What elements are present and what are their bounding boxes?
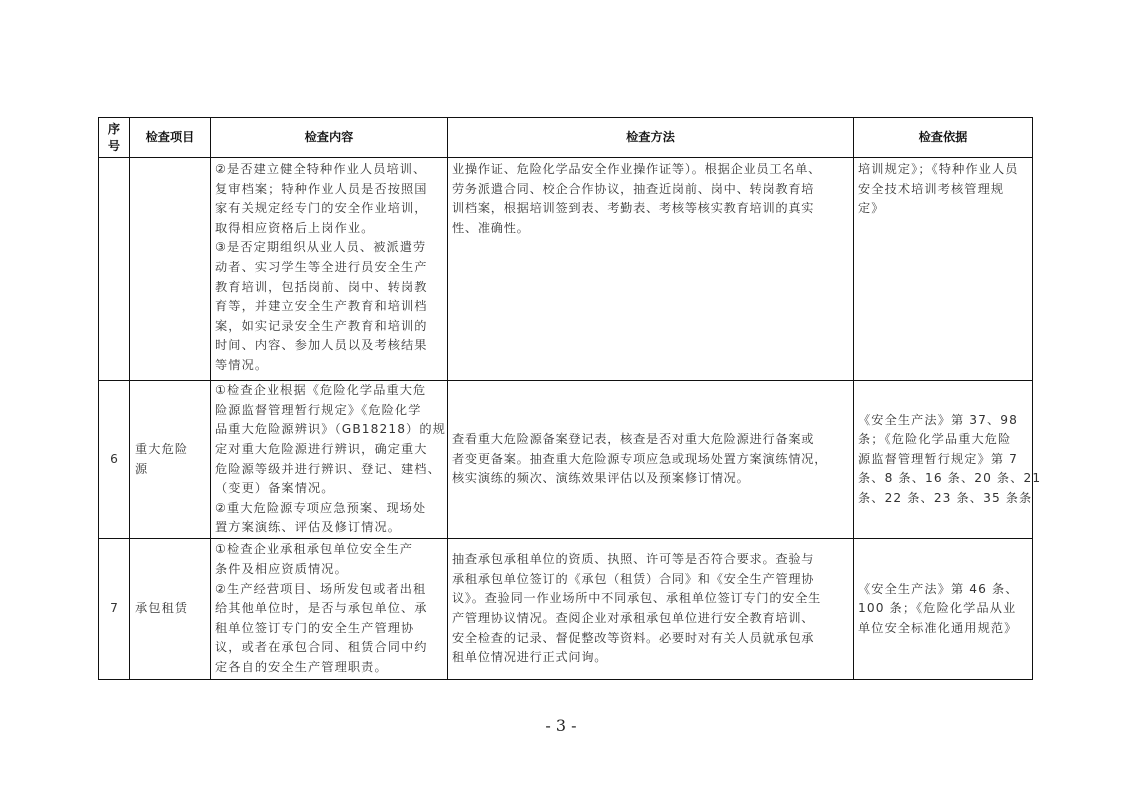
row-method-line: 训档案，根据培训签到表、考勤表、考核等核实教育培训的真实 (452, 201, 815, 216)
header-seq (99, 118, 130, 158)
row-item-line: 源 (135, 461, 149, 476)
row-basis-line: 《安全生产法》第 37、98 (858, 412, 1018, 427)
row-content-line: ①检查企业承租承包单位安全生产 (215, 542, 414, 557)
row-content-line: ③是否定期组织从业人员、被派遣劳 (215, 240, 427, 255)
header-basis: 检查依据 (854, 118, 1033, 158)
row-method-line: 议》。查验同一作业场所中不同承包、承租单位签订专门的安全生 (452, 591, 822, 606)
row-method (448, 539, 854, 680)
row-content-line: 案，如实记录安全生产教育和培训的 (215, 318, 428, 333)
row-content-line: 定各自的安全生产管理职责。 (215, 659, 388, 674)
row-content-line: 动者、实习学生等全进行员安全生产 (215, 259, 428, 274)
row-basis-line: 条、22 条、23 条、35 条条 (858, 490, 1033, 505)
table-row (99, 381, 1033, 539)
row-content-line: 复审档案；特种作业人员是否按照国 (215, 181, 428, 196)
row-content-line: 家有关规定经专门的安全作业培训， (215, 201, 428, 216)
row-content-line: （变更）备案情况。 (215, 481, 335, 496)
header-method: 检查方法 (448, 118, 854, 158)
inspection-table (98, 117, 1042, 680)
row-item (130, 158, 211, 381)
row-method (448, 158, 854, 381)
row-content-line: 险源监督管理暂行规定》《危险化学 (215, 402, 422, 417)
row-content-line: 给其他单位时，是否与承包单位、承 (215, 601, 428, 616)
page-number: - 3 - (545, 716, 577, 735)
row-item (130, 381, 211, 539)
row-content-line: 时间、内容、参加人员以及考核结果 (215, 338, 428, 353)
row-method-line: 者变更备案。抽查重大危险源专项应急或现场处置方案演练情况， (452, 451, 828, 466)
row-basis-line: 《安全生产法》第 46 条、 (858, 581, 1019, 596)
row-method-line: 承租承包单位签订的《承包（租赁）合同》和《安全生产管理协 (452, 571, 815, 586)
header-seq-line: 号 (107, 138, 121, 153)
row-basis (854, 539, 1033, 680)
row-content-line: 条件及相应资质情况。 (215, 562, 348, 577)
row-content-line: 危险源等级并进行辨识、登记、建档、 (215, 461, 441, 476)
row-basis-line: 100 条；《危险化学品从业 (858, 601, 1017, 616)
row-basis-line: 条；《危险化学品重大危险 (858, 432, 1012, 447)
table-row (99, 158, 1033, 381)
row-content-line: ②是否建立健全特种作业人员培训、 (215, 162, 427, 176)
row-method-line: 核实演练的频次、演练效果评估以及预案修订情况。 (452, 471, 750, 486)
row-method-line: 业操作证、危险化学品安全作业操作证等）。根据企业员工名单、 (452, 162, 822, 176)
row-content-line: 租单位签订专门的安全生产管理协 (215, 620, 415, 635)
row-method (448, 381, 854, 539)
row-seq (99, 158, 130, 381)
row-content-line: ①检查企业根据《危险化学品重大危 (215, 383, 427, 398)
row-content-line: ②生产经营项目、场所发包或者出租 (215, 581, 427, 596)
row-content-line: 育等，并建立安全生产教育和培训档 (215, 299, 428, 314)
row-item (130, 539, 211, 680)
row-content (211, 539, 448, 680)
row-item-line: 重大危险 (135, 441, 189, 456)
row-content-line: 等情况。 (215, 357, 269, 372)
row-content-line: 教育培训，包括岗前、岗中、转岗教 (215, 279, 428, 294)
row-method-line: 劳务派遣合同、校企合作协议，抽查近岗前、岗中、转岗教育培 (452, 181, 815, 196)
row-content-line: 品重大危险源辨识》（GB18218）的规 (215, 422, 446, 437)
row-content-line: 议，或者在承包合同、租赁合同中约 (215, 640, 428, 655)
row-basis-line: 条、8 条、16 条、20 条、21 (858, 471, 1042, 486)
row-basis-line: 源监督管理暂行规定》第 7 (858, 451, 1018, 466)
row-method-line: 产管理协议情况。查阅企业对承租承包单位进行安全教育培训、 (452, 611, 815, 625)
row-basis-line: 定》 (858, 201, 885, 216)
row-basis-line: 安全技术培训考核管理规 (858, 181, 1005, 196)
row-content-line: 定对重大危险源进行辨识，确定重大 (215, 441, 428, 456)
header-item: 检查项目 (130, 118, 211, 158)
row-content-line: 置方案演练、评估及修订情况。 (215, 520, 402, 535)
header-content: 检查内容 (211, 118, 448, 158)
table-header-row (99, 118, 1033, 158)
row-content-line: 取得相应资格后上岗作业。 (215, 220, 375, 235)
row-content-line: ②重大危险源专项应急预案、现场处 (215, 500, 427, 515)
table-row (99, 539, 1033, 680)
row-basis-line: 单位安全标准化通用规范》 (858, 620, 1018, 635)
row-basis (854, 158, 1033, 381)
row-item-line: 承包租赁 (135, 601, 189, 616)
row-content (211, 158, 448, 381)
row-basis (854, 381, 1042, 539)
row-method-line: 查看重大危险源备案登记表，核查是否对重大危险源进行备案或 (452, 432, 815, 447)
row-method-line: 性、准确性。 (452, 220, 530, 235)
row-method-line: 租单位情况进行正式问询。 (452, 650, 608, 665)
header-seq-line: 序 (107, 121, 121, 136)
row-content (211, 381, 448, 539)
row-method-line: 安全检查的记录、督促整改等资料。必要时对有关人员就承包承 (452, 630, 815, 645)
row-seq: 6 (99, 381, 130, 539)
row-seq: 7 (99, 539, 130, 680)
row-basis-line: 培训规定》；《特种作业人员 (858, 162, 1019, 176)
row-method-line: 抽查承包承租单位的资质、执照、许可等是否符合要求。查验与 (452, 552, 815, 567)
